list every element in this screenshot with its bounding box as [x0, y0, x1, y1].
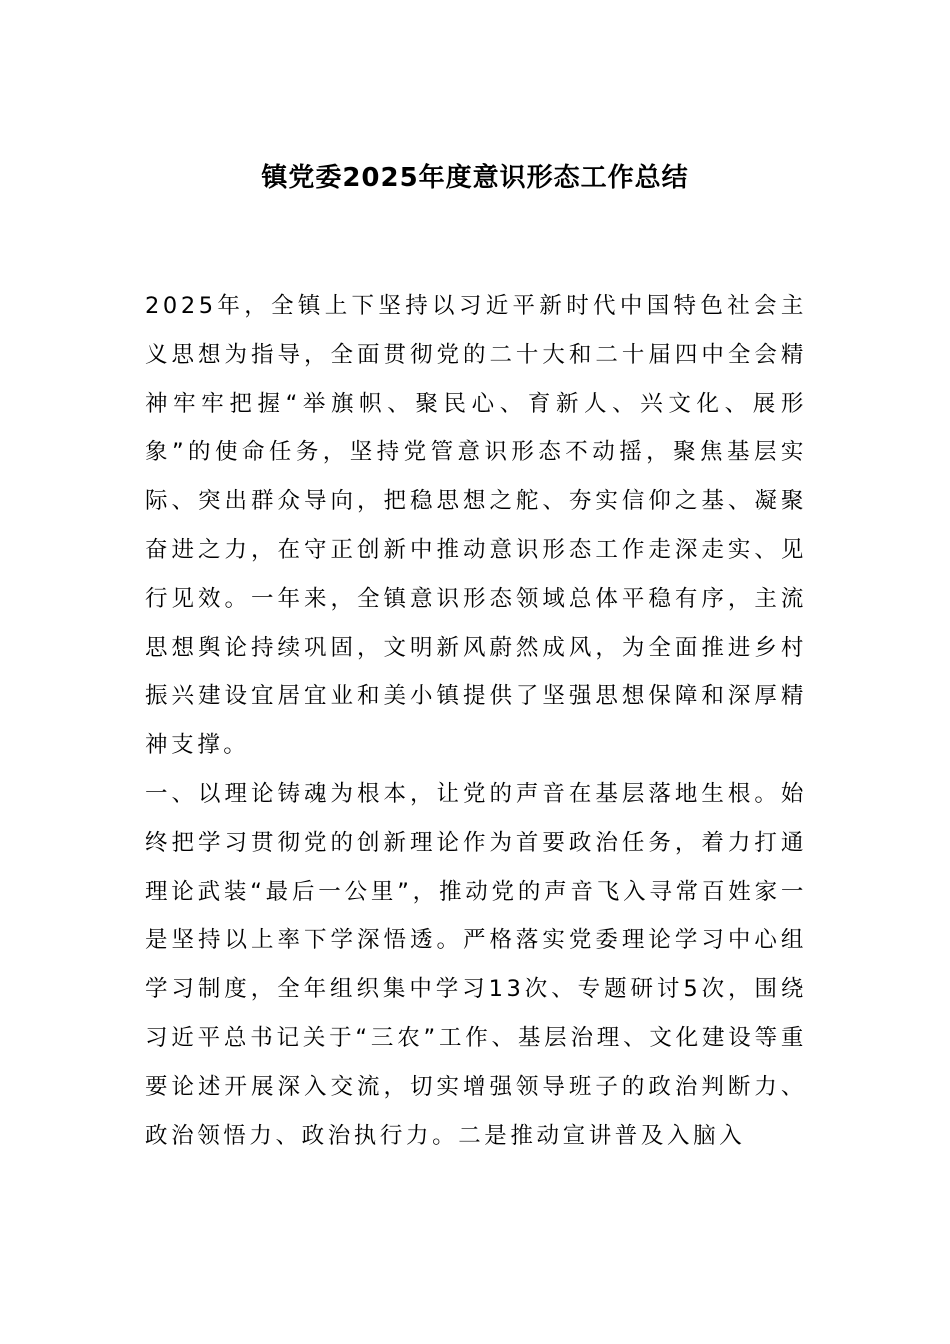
document-body: [145, 282, 807, 1160]
intro-paragraph: 2025年，全镇上下坚持以习近平新时代中国特色社会主义思想为指导，全面贯彻党的二十大和二十届四中全会精神牢牢把握“举旗帜、聚民心、育新人、兴文化、展形象”的使命任务，坚持党管意识形态不动摇，聚焦基层实际、突出群众导向，把稳思想之舵、夯实信仰之基、凝聚奋进之力，在守正创新中推动意识形态工作走深走实、见行见效。一年来，全镇意识形态领域总体平稳有序，主流思想舆论持续巩固，文明新风蔚然成风，为全面推进乡村振兴建设宜居宜业和美小镇提供了坚强思想保障和深厚精神支撑。: [145, 293, 807, 759]
section-one-paragraph: 一、以理论铸魂为根本，让党的声音在基层落地生根。始终把学习贯彻党的创新理论作为首要政治任务，着力打通理论武装“最后一公里”，推动党的声音飞入寻常百姓家一是坚持以上率下学深悟透。严格落实党委理论学习中心组学习制度，全年组织集中学习13次、专题研讨5次，围绕习近平总书记关于“三农”工作、基层治理、文化建设等重要论述开展深入交流，切实增强领导班子的政治判断力、政治领悟力、政治执行力。二是推动宣讲普及入脑入: [145, 780, 807, 1149]
document-title: 镇党委2025年度意识形态工作总结: [261, 163, 689, 193]
